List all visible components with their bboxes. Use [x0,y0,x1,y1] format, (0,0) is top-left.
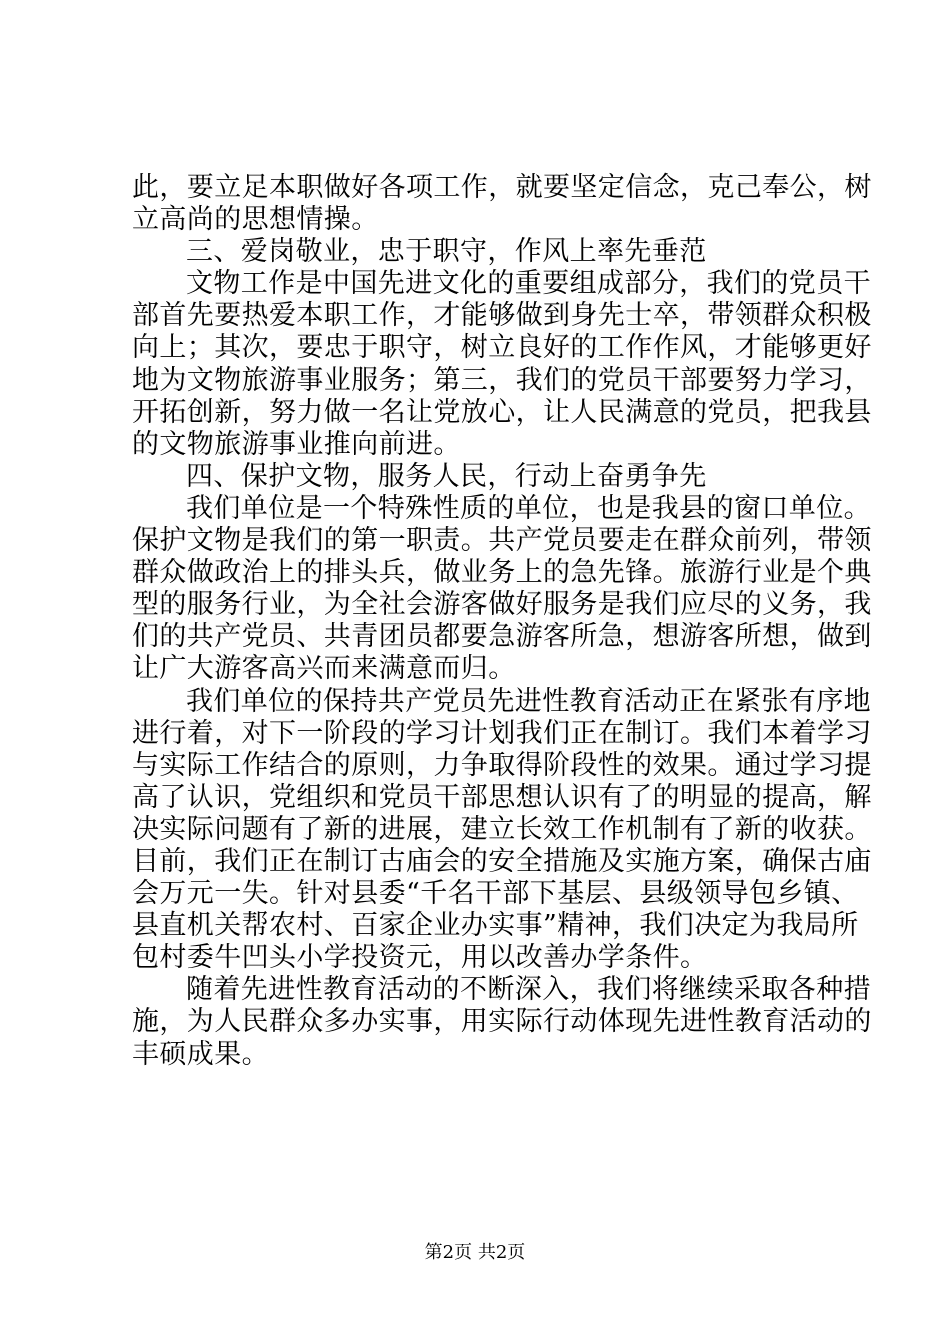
text-line: 们的共产党员、共青团员都要急游客所急，想游客所想，做到 [132,621,872,653]
text-line: 我们单位是一个特殊性质的单位，也是我县的窗口单位。 [186,492,871,524]
text-line: 四、保护文物，服务人民，行动上奋勇争先 [186,460,707,492]
text-line: 立高尚的思想情操。 [132,204,379,236]
text-line: 施，为人民群众多办实事，用实际行动体现先进性教育活动的 [132,1006,872,1038]
text-line: 的文物旅游事业推向前进。 [132,428,461,460]
text-line: 会万元一失。针对县委“千名干部下基层、县级领导包乡镇、 [132,878,859,910]
text-line: 文物工作是中国先进文化的重要组成部分，我们的党员干 [186,268,871,300]
text-line: 目前，我们正在制订古庙会的安全措施及实施方案，确保古庙 [132,845,872,877]
text-line: 型的服务行业，为全社会游客做好服务是我们应尽的义务，我 [132,589,872,621]
text-line: 向上；其次，要忠于职守，树立良好的工作作风，才能够更好 [132,332,872,364]
text-line: 决实际问题有了新的进展，建立长效工作机制有了新的收获。 [132,813,872,845]
text-line: 随着先进性教育活动的不断深入，我们将继续采取各种措 [186,974,871,1006]
text-line: 保护文物是我们的第一职责。共产党员要走在群众前列，带领 [132,525,872,557]
page-number-footer: 第2页 共2页 [424,1242,526,1263]
text-line: 让广大游客高兴而来满意而归。 [132,653,516,685]
text-line: 高了认识，党组织和党员干部思想认识有了的明显的提高，解 [132,781,872,813]
text-line: 县直机关帮农村、百家企业办实事”精神，我们决定为我局所 [132,910,859,942]
text-line: 我们单位的保持共产党员先进性教育活动正在紧张有序地 [186,685,871,717]
text-line: 三、爱岗敬业，忠于职守，作风上率先垂范 [186,236,707,268]
text-line: 包村委牛凹头小学投资元，用以改善办学条件。 [132,942,708,974]
text-line: 进行着，对下一阶段的学习计划我们正在制订。我们本着学习 [132,717,872,749]
document-body [132,172,872,1071]
text-line: 与实际工作结合的原则，力争取得阶段性的效果。通过学习提 [132,749,872,781]
text-line: 地为文物旅游事业服务；第三，我们的党员干部要努力学习， [132,364,872,396]
text-line: 部首先要热爱本职工作，才能够做到身先士卒，带领群众积极 [132,300,872,332]
text-line: 开拓创新，努力做一名让党放心，让人民满意的党员，把我县 [132,396,872,428]
text-line: 群众做政治上的排头兵，做业务上的急先锋。旅游行业是个典 [132,557,872,589]
text-line: 丰硕成果。 [132,1038,269,1070]
text-line: 此，要立足本职做好各项工作，就要坚定信念，克己奉公，树 [132,172,872,203]
